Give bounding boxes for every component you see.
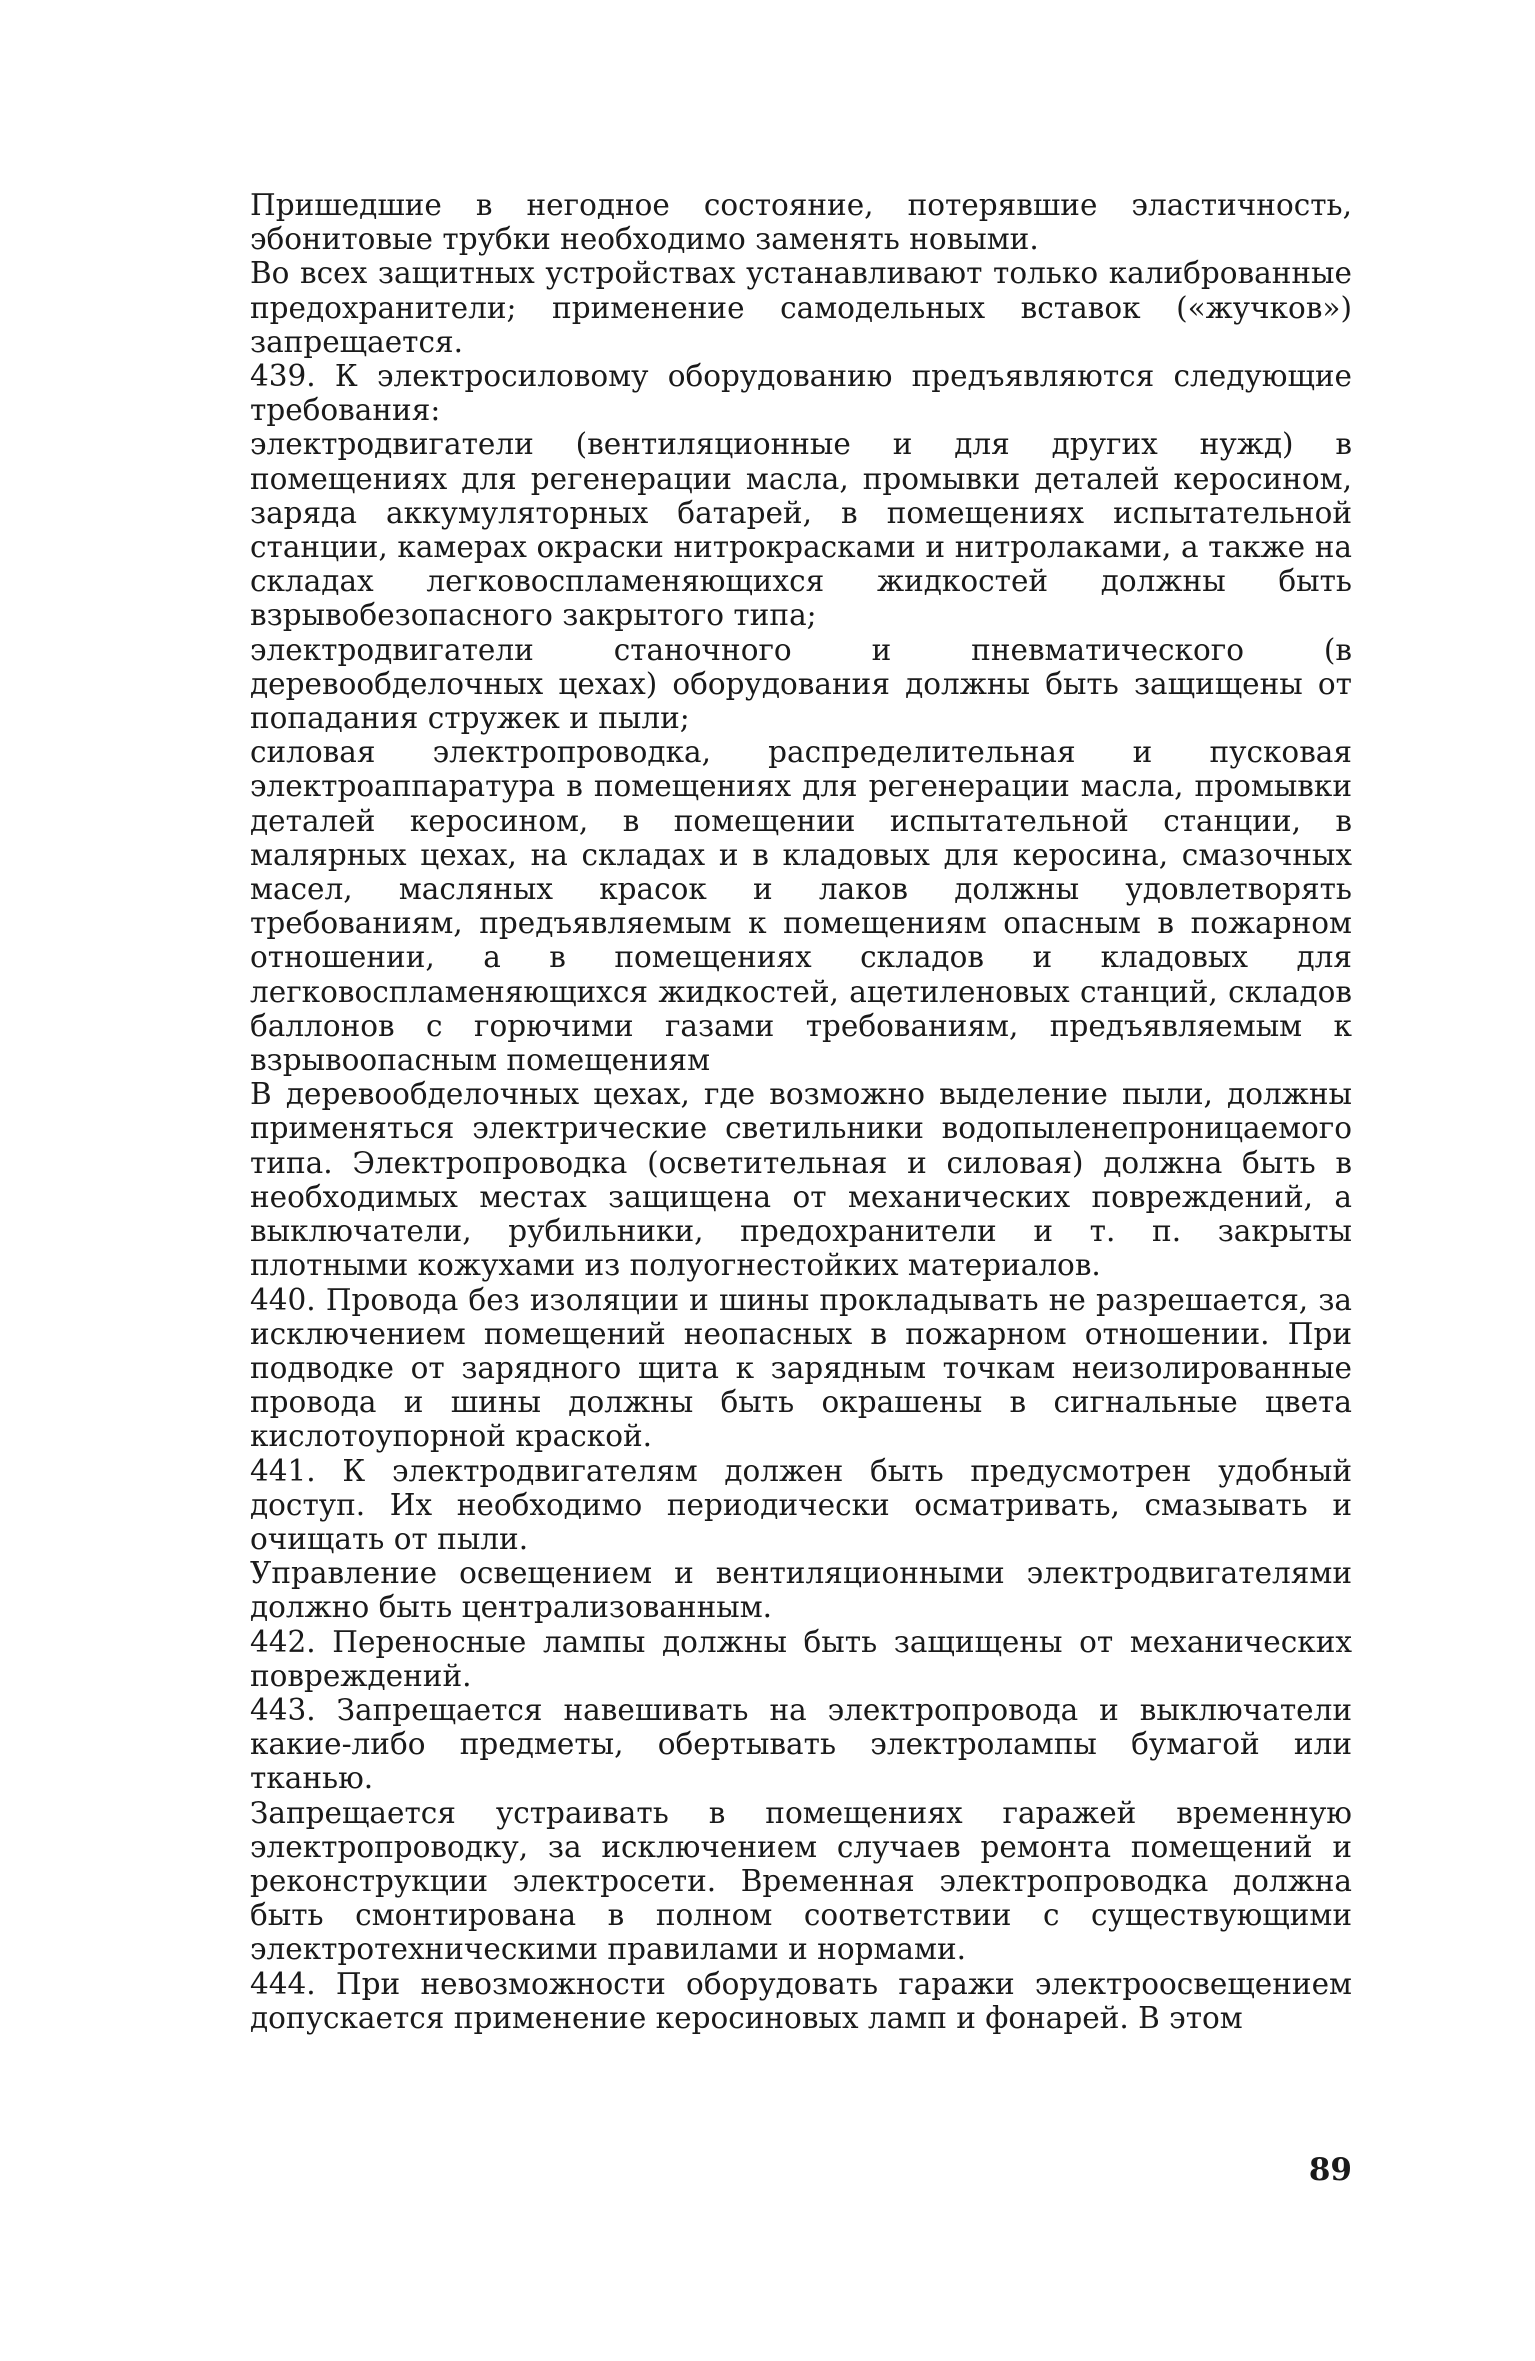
paragraph-power-wiring: силовая электропроводка, распределительная и пусковая электроаппаратура в помещениях для регенерации масла, промывки деталей керосином, в помещении испытательной станции, в малярных цехах, на складах и в кладовых для керосина, смазочных масел, масляных красок и лаков должны удовлетворять требованиям, предъявляемым к помещениям опасным в пожарном отношении, а в помещениях складов и кладовых для легковоспламеняющихся жидкостей, ацетиленовых станций, складов баллонов с горючими газами требованиям, предъявляемым к взрывоопасным помещениям bbox=[250, 735, 1352, 1078]
paragraph-temporary-wiring: Запрещается устраивать в помещениях гаражей временную электропроводку, за исключением случаев ремонта помещений и реконструкции электросети. Временная электропроводка должна быть смонтирована в полном соответствии с существующими электротехническими правилами и нормами. bbox=[250, 1795, 1352, 1967]
paragraph-444-kerosene-lamps: 444. При невозможности оборудовать гаражи электроосвещением допускается применение керосиновых ламп и фонарей. В этом bbox=[250, 1966, 1352, 2035]
paragraph-443-hanging-objects: 443. Запрещается навешивать на электропровода и выключатели какие-либо предметы, обертывать электролампы бумагой или тканью. bbox=[250, 1692, 1352, 1796]
paragraph-lighting-control: Управление освещением и вентиляционными электродвигателями должно быть централизованным. bbox=[250, 1556, 1352, 1625]
paragraph-fuses: Во всех защитных устройствах устанавливают только калиброванные предохранители; применение самодельных вставок («жучков») запрещается. bbox=[250, 256, 1352, 359]
paragraph-motors-explosion-proof: электродвигатели (вентиляционные и для других нужд) в помещениях для регенерации масла, промывки деталей керосином, заряда аккумуляторных батарей, в помещениях испытательной станции, камерах окраски нитрокрасками и нитролаками, а также на складах легковоспламеняющихся жидкостей должны быть взрывобезопасного закрытого типа; bbox=[250, 427, 1352, 633]
paragraph-ebonite-tubes: Пришедшие в негодное состояние, потерявшие эластичность, эбонитовые трубки необходимо заменять новыми. bbox=[250, 188, 1352, 257]
paragraph-442-portable-lamps: 442. Переносные лампы должны быть защищены от механических повреждений. bbox=[250, 1624, 1352, 1693]
page-number: 89 bbox=[1308, 2152, 1352, 2188]
paragraph-machine-motors: электродвигатели станочного и пневматического (в деревообделочных цехах) оборудования должны быть защищены от попадания стружек и пыли; bbox=[250, 632, 1352, 736]
paragraph-440-wires: 440. Провода без изоляции и шины прокладывать не разрешается, за исключением помещений неопасных в пожарном отношении. При подводке от зарядного щита к зарядным точкам неизолированные провода и шины должны быть окрашены в сигнальные цвета кислотоупорной краской. bbox=[250, 1282, 1352, 1454]
paragraph-439-intro: 439. К электросиловому оборудованию предъявляются следующие требования: bbox=[250, 359, 1352, 428]
book-page bbox=[250, 188, 1352, 2188]
paragraph-woodworking-shops: В деревообделочных цехах, где возможно выделение пыли, должны применяться электрические светильники водопыленепроницаемого типа. Электропроводка (осветительная и силовая) должна быть в необходимых местах защищена от механических повреждений, а выключатели, рубильники, предохранители и т. п. закрыты плотными кожухами из полуогнестойких материалов. bbox=[250, 1077, 1352, 1283]
paragraph-441-motor-access: 441. К электродвигателям должен быть предусмотрен удобный доступ. Их необходимо периодически осматривать, смазывать и очищать от пыли. bbox=[250, 1453, 1352, 1556]
